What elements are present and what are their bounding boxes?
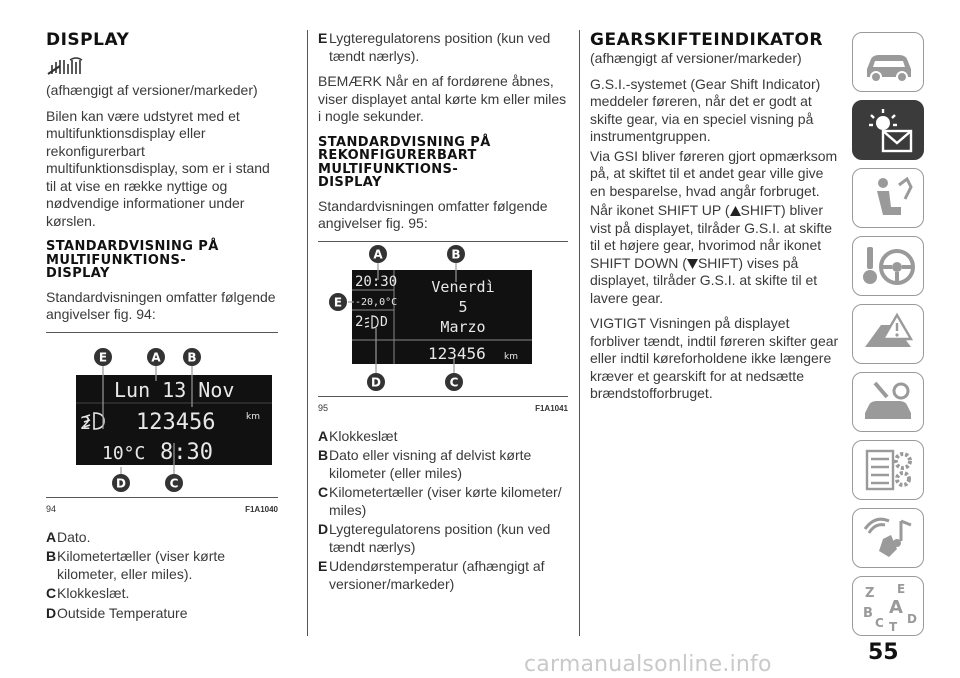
svg-text:B: B	[863, 606, 873, 621]
tab-multimedia[interactable]	[852, 508, 924, 568]
lcd-unit: km	[504, 351, 518, 362]
section-subtitle-reconfigurable: STANDARDVISNING PÅ REKONFIGURERBART MULTIFUNKTIONS- DISPLAY	[318, 134, 491, 190]
legend-item: B Dato eller visning af delvist kørte kilometer (eller miles)	[318, 447, 532, 481]
tab-maintenance[interactable]	[852, 372, 924, 432]
multifunction-display-illustration	[46, 333, 278, 493]
legend-item: A Klokkeslæt	[318, 427, 398, 444]
callout-a: A	[151, 350, 161, 364]
callout-e: E	[98, 350, 108, 364]
legend-item: E Lygteregulatorens position (kun ved tændt nærlys).	[318, 30, 551, 64]
display-icon	[46, 56, 278, 78]
svg-text:A: A	[889, 597, 903, 618]
lcd-odometer: 123456	[428, 343, 486, 363]
lcd-date: Lun 13 Nov	[114, 377, 235, 402]
lcd-temperature: -20,0°C	[355, 296, 398, 308]
svg-text:E: E	[897, 583, 906, 596]
index-letters-icon	[861, 583, 917, 631]
figure-caption	[318, 396, 568, 418]
legend-item: D Lygteregulatorens position (kun ved tændt nærlys)	[318, 521, 551, 555]
lcd-clock: 20:30	[355, 273, 398, 290]
section-title-display: DISPLAY	[46, 30, 130, 50]
column-divider	[307, 30, 308, 636]
callout-b: B	[187, 350, 197, 364]
lcd-unit: km	[246, 411, 260, 422]
lcd-gear: 2	[355, 313, 364, 330]
legend-list	[46, 529, 278, 623]
section-title-gear-shift-indicator: GEARSKIFTEINDIKATOR	[590, 30, 824, 50]
svg-text:Z: Z	[865, 586, 875, 601]
tab-emergency[interactable]	[852, 304, 924, 364]
tab-starting-driving[interactable]	[852, 236, 924, 296]
lcd-month: Marzo	[440, 317, 486, 336]
callout-b: B	[451, 247, 461, 261]
display-intro: Bilen kan være udstyret med et multifunktionsdisplay eller rekonfigurerbart multifunktionsdisplay, som er i stand til at vise en række nyttige og nødvendige informationer under kørslen.	[46, 107, 270, 229]
gsi-shift-icons: Når ikonet SHIFT UP ( SHIFT) bliver vist på displayet, tilråder G.S.I. at skifte til et højere gear, hvorimod når ikonet SHIFT DOWN ( SHIFT) vises på displayet, tilråder G.S.I. at skifte til et lavere gear.	[590, 202, 832, 306]
lcd-odometer: 123456	[136, 409, 216, 435]
tab-warning-lights[interactable]	[852, 100, 924, 160]
callout-a: A	[373, 247, 383, 261]
legend-item: E Udendørstemperatur (afhængigt af versioner/markeder)	[318, 558, 545, 592]
gsi-description: G.S.I.-systemet (Gear Shift Indicator) meddeler føreren, når det er godt at skifte gear, via en speciel visning på instrumentgruppen.	[590, 75, 821, 144]
shift-up-icon	[730, 206, 741, 216]
callout-e: E	[333, 295, 343, 309]
section-subtitle-standard-multifunction: STANDARDVISNING PÅ MULTIFUNKTIONS- DISPLAY	[46, 239, 219, 281]
figure-caption	[46, 497, 278, 519]
callout-d: D	[116, 476, 126, 490]
column-gear-shift	[590, 30, 842, 411]
legend-item: C Klokkeslæt.	[46, 585, 130, 601]
tab-car[interactable]	[852, 32, 924, 92]
legend-list	[318, 428, 568, 594]
callout-c: C	[169, 476, 179, 490]
figure-94	[46, 332, 278, 519]
version-note: (afhængigt af versioner/markeder)	[46, 82, 258, 98]
lcd-temperature: 10°C	[102, 442, 146, 464]
figure-number: 94	[46, 504, 57, 514]
lcd-date-number: 5	[458, 297, 468, 316]
tab-technical-data[interactable]	[852, 440, 924, 500]
steering-key-icon	[861, 243, 917, 291]
gsi-saving: Via GSI bliver føreren gjort opmærksom på, at skiftet til et andet gear ville give en besparelse, hvad angår forbruget.	[590, 147, 838, 199]
lcd-day: Venerdì	[431, 277, 495, 296]
column-display	[46, 30, 278, 624]
callout-d: D	[371, 375, 381, 389]
svg-text:D: D	[907, 612, 917, 626]
legend-item: A Dato.	[46, 528, 91, 545]
chapter-tabs	[852, 32, 924, 644]
important-note: VIGTIGT Visningen på displayet forbliver tændt, indtil føreren skifter gear eller indtil køreforholdene ikke længere kræver et gearskift for at nedsætte brændstofforbruget.	[590, 315, 839, 401]
warning-lights-icon	[861, 107, 917, 155]
figure-number: 95	[318, 403, 329, 413]
door-remark: BEMÆRK Når en af fordørene åbnes, viser displayet antal kørte km eller miles i nogle sekunder.	[318, 73, 567, 124]
lcd-clock: 8:30	[160, 439, 213, 465]
lcd-gear-extra: D	[380, 314, 388, 330]
airbag-seat-icon	[861, 175, 917, 223]
legend-list-continued	[318, 30, 568, 65]
reconfigurable-display-illustration	[318, 242, 568, 392]
column-divider	[579, 30, 580, 636]
standard-view-text: Standardvisningen omfatter følgende angivelser fig. 94:	[46, 288, 276, 322]
lcd-gear: 2	[80, 412, 91, 434]
callout-c: C	[449, 375, 459, 389]
tab-safety[interactable]	[852, 168, 924, 228]
shift-down-icon	[687, 259, 698, 269]
column-reconfigurable	[318, 30, 568, 595]
svg-text:C: C	[875, 616, 884, 630]
figure-code: F1A1041	[535, 404, 568, 413]
figure-code: F1A1040	[245, 505, 278, 514]
legend-item: D Outside Temperature	[46, 604, 188, 621]
legend-item: C Kilometertæller (viser kørte kilometer/ miles)	[318, 484, 562, 518]
road-warning-icon	[861, 311, 917, 359]
checklist-gear-icon	[861, 447, 917, 495]
watermark: carmanualsonline.info	[524, 652, 772, 677]
legend-item: B Kilometertæller (viser kørte kilometer, eller miles).	[46, 548, 226, 582]
page-number: 55	[868, 640, 899, 665]
tools-car-icon	[861, 379, 917, 427]
multimedia-icon	[861, 515, 917, 563]
car-icon	[861, 39, 917, 87]
tab-index[interactable]	[852, 576, 924, 636]
figure-95	[318, 241, 568, 418]
reconfigurable-view-text: Standardvisningen omfatter følgende angivelser fig. 95:	[318, 197, 548, 231]
version-note: (afhængigt af versioner/markeder)	[590, 50, 802, 66]
svg-text:T: T	[889, 620, 898, 631]
